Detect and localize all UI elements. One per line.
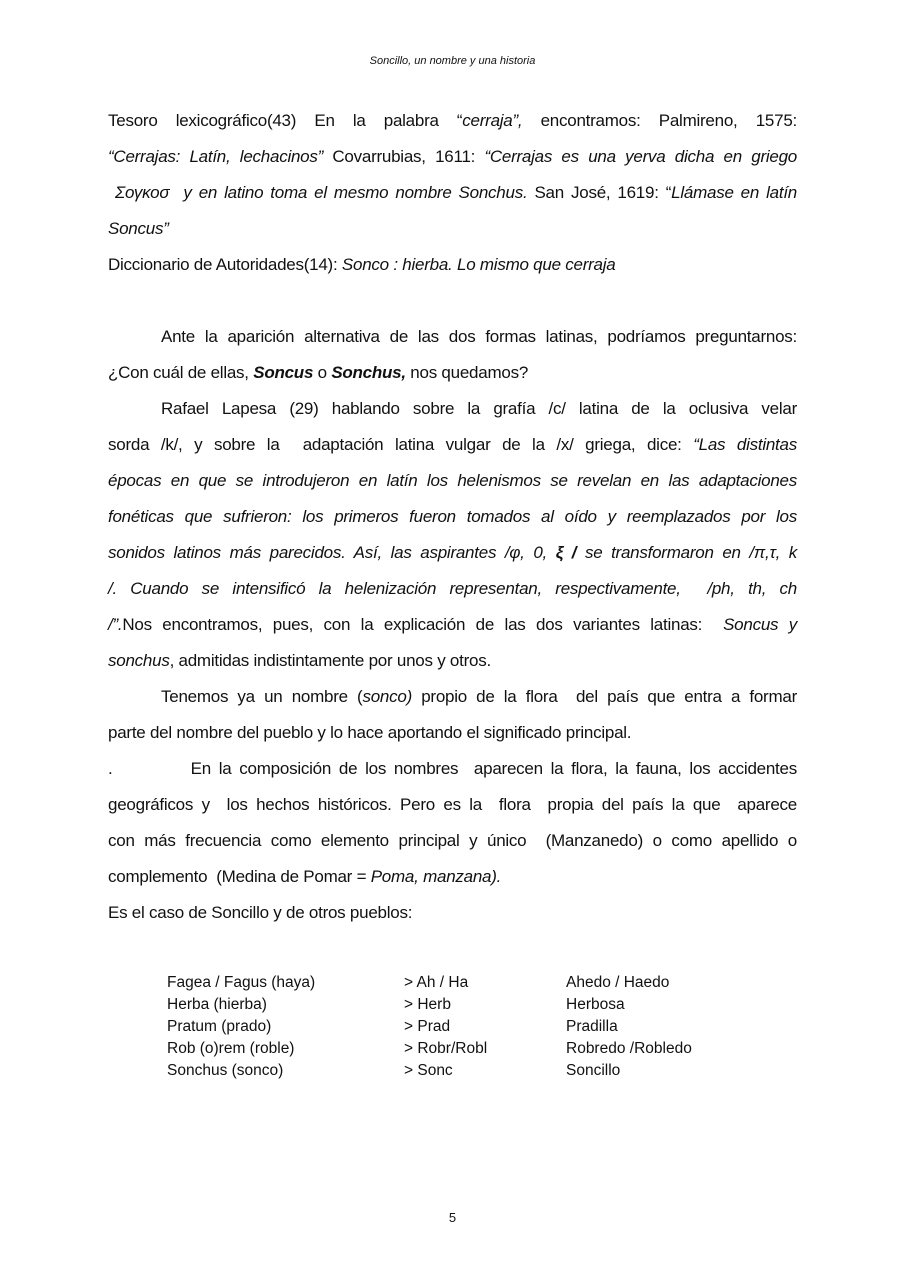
root: > Prad <box>404 1018 451 1035</box>
latin-word: Sonchus (sonco) <box>167 1062 284 1079</box>
italic-text: sonco) <box>362 687 412 706</box>
text-line <box>108 612 797 648</box>
root: > Ah / Ha <box>404 974 469 991</box>
body-text <box>108 108 797 936</box>
italic-text: fonéticas que sufrieron: los primeros fueron tomados al oído y reemplazados por los <box>108 507 797 526</box>
italic-text: se transformaron en /π,τ, k <box>576 543 798 562</box>
text-line <box>108 648 797 684</box>
text-line <box>108 900 797 936</box>
text-span: nos quedamos? <box>405 363 529 382</box>
table-row <box>167 972 767 994</box>
text-span: . En la composición de los nombres aparecen la flora, la fauna, los accidentes <box>108 759 797 778</box>
latin-word: Fagea / Fagus (haya) <box>167 974 316 991</box>
text-line <box>108 504 797 540</box>
text-line <box>108 432 797 468</box>
text-span: Ante la aparición alternativa de las dos formas latinas, podríamos preguntarnos: <box>161 327 797 346</box>
table-row <box>167 994 767 1016</box>
text-span: geográficos y los hechos históricos. Pero es la flora propia del país la que aparece <box>108 795 797 814</box>
text-line <box>108 360 797 396</box>
text-line <box>108 684 797 720</box>
text-line <box>108 720 797 756</box>
text-line <box>108 468 797 504</box>
latin-word: Rob (o)rem (roble) <box>167 1040 295 1057</box>
italic-text: /. Cuando se intensificó la helenización representan, respectivamente, /ph, th, ch <box>108 579 797 598</box>
text-line <box>108 180 797 216</box>
text-span: San José, 1619: “ <box>527 183 672 202</box>
text-span: Rafael Lapesa (29) hablando sobre la grafía /c/ latina de la oclusiva velar <box>161 399 797 418</box>
text-span: ¿Con cuál de ellas, <box>108 363 254 382</box>
place-name: Robredo /Robledo <box>566 1040 692 1057</box>
table-row <box>167 1060 767 1082</box>
root: > Herb <box>404 996 451 1013</box>
text-line <box>108 396 797 432</box>
text-line <box>108 252 797 288</box>
text-span: , admitidas indistintamente por unos y otros. <box>169 651 491 670</box>
italic-text: cerraja”, <box>462 111 523 130</box>
place-name: Herbosa <box>566 996 625 1013</box>
blank-line <box>108 288 797 324</box>
text-line <box>108 540 797 576</box>
bold-italic-text: Sonchus, <box>331 363 406 382</box>
table-row <box>167 1016 767 1038</box>
text-span: encontramos: Palmireno, 1575: <box>522 111 797 130</box>
latin-word: Herba (hierba) <box>167 996 267 1013</box>
italic-text: Soncus” <box>108 219 169 238</box>
italic-text: “Cerrajas es una yerva dicha en griego <box>484 147 798 166</box>
bold-italic-text: ξ / <box>555 543 577 562</box>
text-span: sorda /k/, y sobre la adaptación latina vulgar de la /x/ griega, dice: <box>108 435 694 454</box>
running-header: Soncillo, un nombre y una historia <box>369 55 536 67</box>
etymology-table <box>167 972 767 1082</box>
italic-text: /”. <box>108 615 123 634</box>
italic-text: “Las distintas <box>693 435 797 454</box>
root: > Sonc <box>404 1062 453 1079</box>
text-span: Diccionario de Autoridades(14): <box>108 255 342 274</box>
italic-text: sonidos latinos más parecidos. Así, las aspirantes /φ, 0, <box>108 543 556 562</box>
italic-text: épocas en que se introdujeron en latín los helenismos se revelan en las adaptaciones <box>108 471 797 490</box>
italic-text: sonchus <box>108 651 170 670</box>
text-span: Covarrubias, 1611: <box>323 147 485 166</box>
latin-word: Pratum (prado) <box>167 1018 272 1035</box>
text-line <box>108 324 797 360</box>
italic-text: “Cerrajas: Latín, lechacinos” <box>108 147 324 166</box>
text-span: propio de la flora del país que entra a formar <box>412 687 797 706</box>
text-line <box>108 108 797 144</box>
italic-text: Llámase en latín <box>671 183 797 202</box>
text-span: con más frecuencia como elemento principal y único (Manzanedo) o como apellido o <box>108 831 797 850</box>
bold-italic-text: Soncus <box>253 363 314 382</box>
text-span: o <box>313 363 332 382</box>
text-span: complemento (Medina de Pomar = <box>108 867 371 886</box>
text-line <box>108 576 797 612</box>
text-line <box>108 828 797 864</box>
table-row <box>167 1038 767 1060</box>
text-span: Tenemos ya un nombre ( <box>161 687 363 706</box>
text-span: parte del nombre del pueblo y lo hace aportando el significado principal. <box>108 723 632 742</box>
text-line <box>108 216 797 252</box>
text-line <box>108 792 797 828</box>
root: > Robr/Robl <box>404 1040 488 1057</box>
place-name: Soncillo <box>566 1062 621 1079</box>
italic-text: Sonco : hierba. Lo mismo que cerraja <box>341 255 616 274</box>
italic-text: Soncus y <box>723 615 797 634</box>
text-line <box>108 756 797 792</box>
place-name: Ahedo / Haedo <box>566 974 670 991</box>
text-line <box>108 864 797 900</box>
place-name: Pradilla <box>566 1018 618 1035</box>
italic-text: Poma, manzana). <box>370 867 502 886</box>
text-line <box>108 144 797 180</box>
text-span: Es el caso de Soncillo y de otros pueblos: <box>108 903 413 922</box>
text-span: Tesoro lexicográfico(43) En la palabra “ <box>108 111 463 130</box>
text-span: Nos encontramos, pues, con la explicación de las dos variantes latinas: <box>122 615 724 634</box>
italic-text: Σογκοσ y en latino toma el mesmo nombre Sonchus. <box>108 183 528 202</box>
page-number: 5 <box>448 1210 457 1225</box>
